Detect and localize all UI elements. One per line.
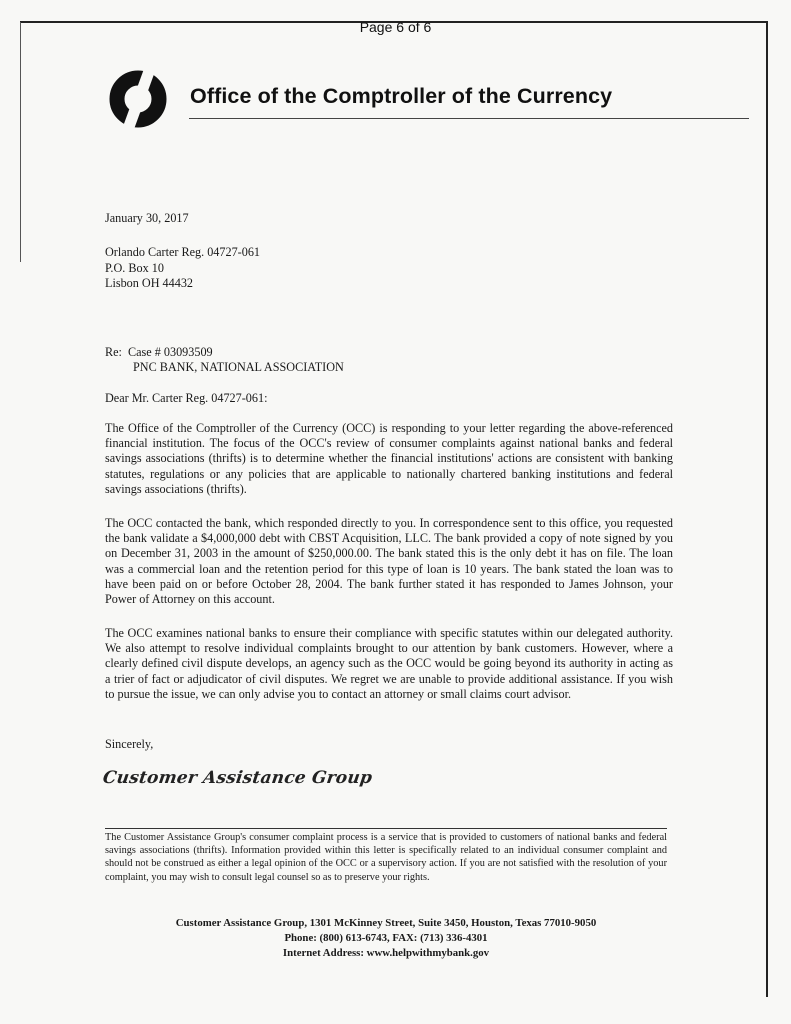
footer-phone-fax: Phone: (800) 613-6743, FAX: (713) 336-4301 <box>284 932 488 944</box>
recipient-address-line1: P.O. Box 10 <box>105 261 164 275</box>
scan-frame-right <box>766 22 768 997</box>
re-case-number: Re: Case # 03093509 <box>105 345 213 359</box>
title-rule <box>189 118 749 119</box>
signature: Customer Assistance Group <box>101 768 374 788</box>
footer-address: Customer Assistance Group, 1301 McKinney Street, Suite 3450, Houston, Texas 77010-9050 <box>175 917 597 929</box>
body-paragraph-2: The OCC contacted the bank, which responded directly to you. In correspondence sent to this office, you requested the bank validate a $4,000,000 debt with CBST Acquisition, LLC. The bank provided a copy of note signed by you on December 31, 2003 in the amount of $250,000.00. The bank stated this is the only debt it has on file. The loan was a commercial loan and the retention period for this type of loan is 10 years. The bank stated the loan was to have been paid on or before October 28, 2004. The bank further stated it has responded to James Johnson, your Power of Attorney on this account. <box>105 516 673 607</box>
page-number: Page 6 of 6 <box>359 19 432 35</box>
scan-frame-left <box>20 22 21 262</box>
occ-logo-icon <box>105 66 171 132</box>
footer-disclaimer: The Customer Assistance Group's consumer complaint process is a service that is provided to customers of national banks and federal savings associations (thrifts). Information provided within this letter is specifically related to an individual consumer complaint and should not be construed as either a legal opinion of the OCC or a supervisory action. If you are not satisfied with the resolution of your complaint, you may wish to consult legal counsel so as to preserve your rights. <box>105 832 667 883</box>
agency-title: Office of the Comptroller of the Currency <box>190 84 613 108</box>
re-bank-name: PNC BANK, NATIONAL ASSOCIATION <box>133 360 344 374</box>
footer-rule <box>105 828 667 829</box>
footer-internet-address: Internet Address: www.helpwithmybank.gov <box>282 947 490 959</box>
body-paragraph-1: The Office of the Comptroller of the Currency (OCC) is responding to your letter regarding the above-referenced financial institution. The focus of the OCC's review of consumer complaints against national banks and federal savings associations (thrifts) is to determine whether the financial institutions' actions are consistent with banking statutes, regulations or any policies that are applicable to nationally chartered banking institutions and federal savings associations (thrifts). <box>105 421 673 496</box>
salutation: Dear Mr. Carter Reg. 04727-061: <box>105 391 268 405</box>
letter-date: January 30, 2017 <box>105 211 189 225</box>
recipient-address-line2: Lisbon OH 44432 <box>105 276 194 290</box>
closing: Sincerely, <box>105 737 154 751</box>
recipient-name: Orlando Carter Reg. 04727-061 <box>105 245 261 259</box>
body-paragraph-3: The OCC examines national banks to ensure their compliance with specific statutes within our delegated authority. We also attempt to resolve individual complaints brought to our attention by bank customers. However, where a clearly defined civil dispute develops, an agency such as the OCC would be going beyond its authority in acting as a trier of fact or adjudicator of civil disputes. We regret we are unable to provide additional assistance. If you wish to pursue the issue, we can only advise you to contact an attorney or small claims court advisor. <box>105 626 673 701</box>
